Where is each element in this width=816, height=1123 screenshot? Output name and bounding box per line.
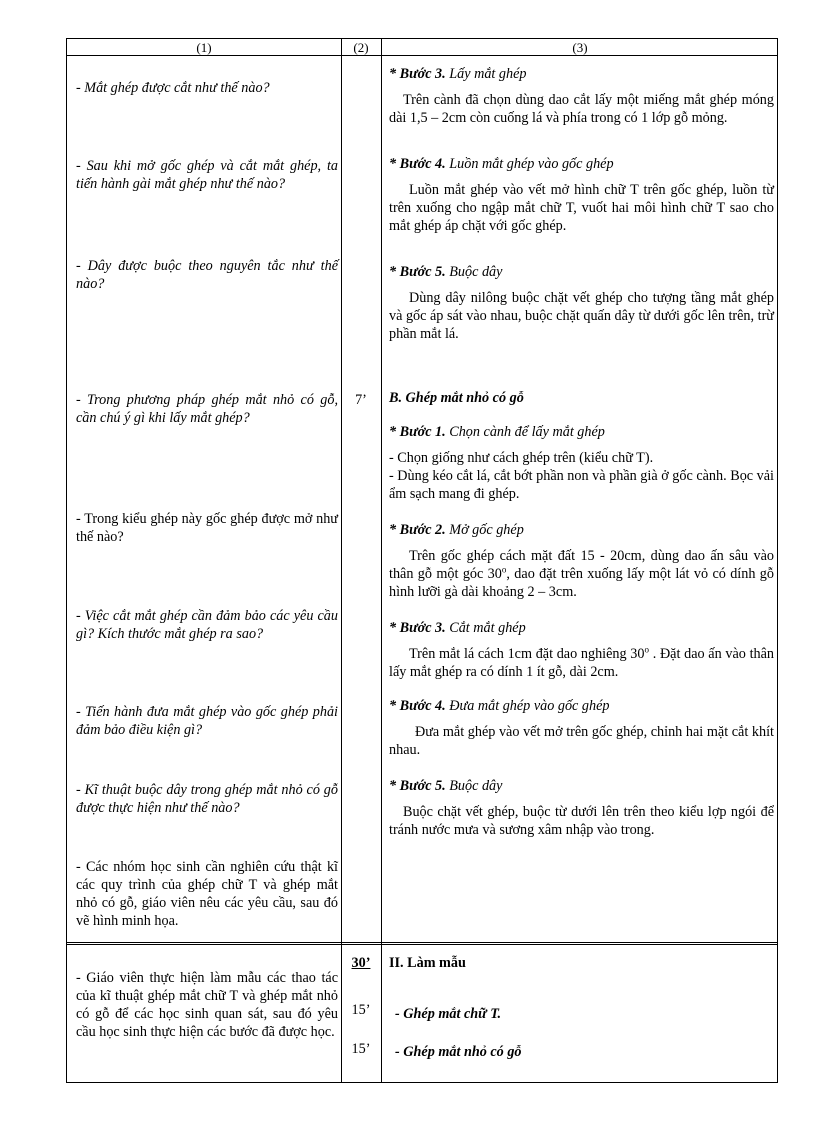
time-chip-budding: 7’ bbox=[355, 392, 367, 408]
question-tie-principle: - Dây được buộc theo nguyên tắc như thế nào? bbox=[76, 258, 338, 292]
column-divider-2 bbox=[381, 39, 382, 1082]
b-step3-text-a: Trên mắt lá cách 1cm đặt dao nghiêng 30 bbox=[409, 646, 645, 662]
step3-text: Trên cành đã chọn dùng dao cắt lấy một miếng mắt ghép móng dài 1,5 – 2cm còn cuống lá và phía trong có 1 lớp gỗ mỏng. bbox=[389, 92, 774, 126]
step3-heading bbox=[389, 65, 774, 83]
b-step1-line2: - Dùng kéo cắt lá, cắt bớt phần non và phần già ở gốc cành. Bọc vải ẩm sạch mang đi ghép. bbox=[389, 468, 774, 502]
question-open-rootstock: - Trong kiểu ghép này gốc ghép được mở như thế nào? bbox=[76, 511, 338, 545]
step4-heading bbox=[389, 155, 774, 173]
header-separator bbox=[67, 55, 777, 56]
b-step3-title: Cắt mắt ghép bbox=[449, 620, 526, 636]
note-teacher-demo: - Giáo viên thực hiện làm mẫu các thao tác của kĩ thuật ghép mắt chữ T và ghép mắt nhỏ có gỗ để các học sinh quan sát, sau đó yêu cầu học sinh thực hiện các bước đã được học. bbox=[76, 970, 338, 1040]
note-student-groups: - Các nhóm học sinh cần nghiên cứu thật kĩ các quy trình của ghép chữ T và ghép mắt nhỏ có gỗ, giáo viên nêu các yêu cầu, sau đó vẽ hình minh họa. bbox=[76, 859, 338, 929]
b-step2-text-a: Trên gốc ghép cách mặt đất 15 - 20cm, dùng dao ấn sâu vào thân gỗ một góc 30 bbox=[389, 548, 774, 582]
b-step3-heading bbox=[389, 619, 774, 637]
b-step2-heading bbox=[389, 521, 774, 539]
b-step1-heading bbox=[389, 423, 774, 441]
demo-t-budding: - Ghép mắt chữ T. bbox=[395, 1006, 502, 1022]
question-cut-bud: - Mắt ghép được cắt như thế nào? bbox=[76, 80, 270, 96]
step4-text: Luồn mắt ghép vào vết mở hình chữ T trên gốc ghép, luồn từ trên xuống cho ngập mắt chữ T, vuốt hai môi hình chữ T sao cho mắt ghép áp chặt với gốc ghép. bbox=[389, 182, 774, 234]
step3-title: Lấy mắt ghép bbox=[449, 66, 527, 82]
step4-label: * Bước 4. bbox=[389, 156, 446, 172]
section-separator bbox=[67, 942, 777, 945]
b-step4-title: Đưa mắt ghép vào gốc ghép bbox=[449, 698, 610, 714]
demo-chip-budding: - Ghép mắt nhỏ có gỗ bbox=[395, 1044, 522, 1060]
column-divider-1 bbox=[341, 39, 342, 1082]
header-col-3: (3) bbox=[572, 40, 588, 55]
lesson-table bbox=[66, 38, 778, 1083]
b-step2-text bbox=[389, 547, 774, 601]
time-demo-total: 30’ bbox=[351, 955, 371, 971]
b-step5-label: * Bước 5. bbox=[389, 778, 446, 794]
section-b-heading: B. Ghép mắt nhỏ có gỗ bbox=[389, 390, 524, 406]
b-step3-text bbox=[389, 645, 774, 681]
b-step2-label: * Bước 2. bbox=[389, 522, 446, 538]
b-step2-text-b: , dao đặt trên xuống lấy một lát vỏ có dính gỗ hình lưỡi gà dài khoảng 2 – 3cm. bbox=[389, 566, 774, 600]
b-step1-label: * Bước 1. bbox=[389, 424, 446, 440]
header-col-1: (1) bbox=[196, 40, 212, 55]
step5-heading bbox=[389, 263, 774, 281]
b-step5-text: Buộc chặt vết ghép, buộc từ dưới lên trên theo kiểu lợp ngói để tránh nước mưa và sương xâm nhập vào trong. bbox=[389, 804, 774, 838]
b-step1-line1: - Chọn giống như cách ghép trên (kiểu chữ T). bbox=[389, 450, 654, 466]
time-demo-t: 15’ bbox=[351, 1002, 371, 1018]
step3-label: * Bước 3. bbox=[389, 66, 446, 82]
b-step4-heading bbox=[389, 697, 774, 715]
question-cut-requirements: - Việc cắt mắt ghép cần đảm bảo các yêu cầu gì? Kích thước mắt ghép ra sao? bbox=[76, 608, 338, 642]
degree-sup: o bbox=[644, 644, 649, 655]
b-step3-label: * Bước 3. bbox=[389, 620, 446, 636]
b-step5-heading bbox=[389, 777, 774, 795]
b-step1-title: Chọn cành để lấy mắt ghép bbox=[449, 424, 605, 440]
step5-title: Buộc dây bbox=[449, 264, 503, 280]
header-col-2: (2) bbox=[353, 40, 369, 55]
step5-label: * Bước 5. bbox=[389, 264, 446, 280]
question-chip-budding: - Trong phương pháp ghép mắt nhỏ có gỗ, cần chú ý gì khi lấy mắt ghép? bbox=[76, 392, 338, 426]
b-step2-title: Mở gốc ghép bbox=[449, 522, 524, 538]
time-demo-chip: 15’ bbox=[351, 1041, 371, 1057]
question-insert-bud: - Sau khi mở gốc ghép và cắt mắt ghép, ta tiến hành gài mắt ghép như thế nào? bbox=[76, 158, 338, 192]
question-insert-condition: - Tiến hành đưa mắt ghép vào gốc ghép phải đảm bảo điều kiện gì? bbox=[76, 704, 338, 738]
b-step3-text-b: . Đặt dao ấn vào thân lấy mắt ghép ra có dính 1 ít gỗ, dài 2cm. bbox=[389, 646, 774, 680]
section-ii-heading: II. Làm mẫu bbox=[389, 955, 466, 971]
b-step4-text: Đưa mắt ghép vào vết mở trên gốc ghép, chỉnh hai mặt cắt khít nhau. bbox=[389, 724, 774, 758]
step5-text: Dùng dây nilông buộc chặt vết ghép cho tượng tầng mắt ghép và gốc áp sát vào nhau, buộc chặt quấn dây từ dưới gốc lên trên, trừ phần mắt lá. bbox=[389, 290, 774, 342]
b-step5-title: Buộc dây bbox=[449, 778, 503, 794]
step4-title: Luồn mắt ghép vào gốc ghép bbox=[449, 156, 614, 172]
question-tie-technique: - Kĩ thuật buộc dây trong ghép mắt nhỏ có gỗ được thực hiện như thế nào? bbox=[76, 782, 338, 816]
b-step4-label: * Bước 4. bbox=[389, 698, 446, 714]
degree-sup: o bbox=[501, 564, 507, 575]
